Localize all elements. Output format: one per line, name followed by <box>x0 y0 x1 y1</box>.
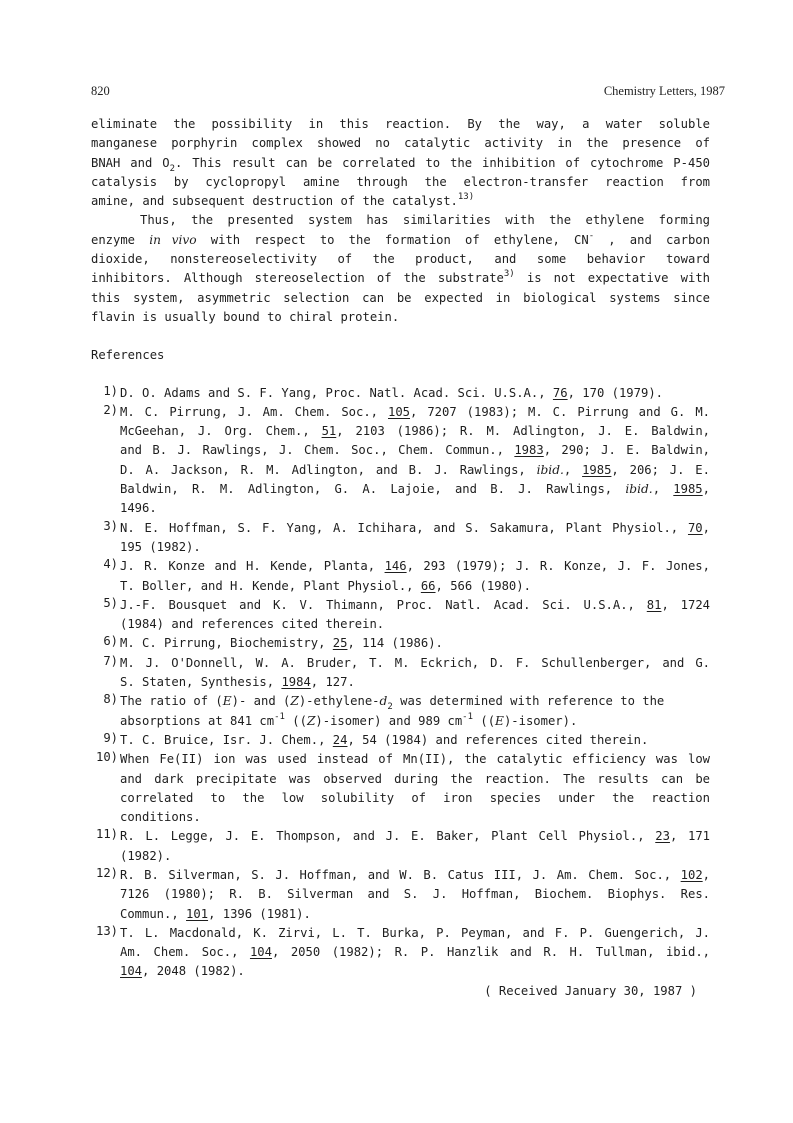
reference-6 <box>91 634 710 653</box>
reference-number: 12) <box>95 865 118 880</box>
reference-number: 6) <box>103 634 118 649</box>
reference-9 <box>91 731 710 750</box>
text-line: manganese porphyrin complex showed no catalytic activity in the presence of <box>91 136 710 151</box>
text-line: Am. Chem. Soc., 104, 2050 (1982); R. P. Hanzlik and R. H. Tullman, ibid., <box>120 945 710 960</box>
reference-8 <box>91 692 710 731</box>
text-line: N. E. Hoffman, S. F. Yang, A. Ichihara, and S. Sakamura, Plant Physiol., 70, <box>120 520 710 535</box>
journal-name: Chemistry Letters, 1987 <box>603 84 725 98</box>
text-line: R. L. Legge, J. E. Thompson, and J. E. Baker, Plant Cell Physiol., 23, 171 <box>120 829 710 844</box>
page-number: 820 <box>91 84 110 98</box>
text-line: When Fe(II) ion was used instead of Mn(II), the catalytic efficiency was low <box>120 752 710 767</box>
text-line: D. O. Adams and S. F. Yang, Proc. Natl. Acad. Sci. U.S.A., 76, 170 (1979). <box>120 385 663 400</box>
paragraph-1 <box>91 115 710 211</box>
reference-5 <box>91 596 710 635</box>
text-line: M. C. Pirrung, Biochemistry, 25, 114 (1986). <box>120 636 443 651</box>
reference-number: 2) <box>103 402 118 417</box>
reference-number: 11) <box>95 827 118 842</box>
text-line: The ratio of (E)- and $(Z)-ethylene-d_2$ was determined with reference to the <box>120 694 665 713</box>
text-line: BNAH and $O_2$. This result can be correlated to the inhibition of cytochrome P-450 <box>91 155 710 174</box>
text-line: Commun., 101, 1396 (1981). <box>120 906 311 921</box>
reference-number: 9) <box>103 730 118 745</box>
reference-number: 3) <box>103 518 118 533</box>
text-line: S. Staten, Synthesis, 1984, 127. <box>120 675 355 690</box>
text-line: 1496. <box>120 501 157 516</box>
reference-number: 13) <box>95 923 118 938</box>
text-line: T. L. Macdonald, K. Zirvi, L. T. Burka, P. Peyman, and F. P. Guengerich, J. <box>120 925 710 940</box>
text-line: dioxide, nonstereoselectivity of the product, and some behavior toward <box>91 252 710 267</box>
text-line: 7126 (1980); R. B. Silverman and S. J. Hoffman, Biochem. Biophys. Res. <box>120 887 710 902</box>
text-line: catalysis by cyclopropyl amine through the electron-transfer reaction from <box>91 174 710 189</box>
received-date: ( Received January 30, 1987 ) <box>484 983 697 998</box>
text-line: D. A. Jackson, R. M. Adlington, and B. J. Rawlings, ibid., 1985, 206; J. E. <box>120 462 710 477</box>
reference-number: 10) <box>95 750 118 765</box>
text-line: and dark precipitate was observed during the reaction. The results can be <box>120 771 710 786</box>
text-line: enzyme in vivo with respect to the formation of ethylene, CN- , and carbon <box>91 230 710 247</box>
reference-11 <box>91 827 710 866</box>
paragraph-2 <box>91 211 710 327</box>
text-line: this system, asymmetric selection can be expected in biological systems since <box>91 290 710 305</box>
text-line: J. R. Konze and H. Kende, Planta, 146, 293 (1979); J. R. Konze, J. F. Jones, <box>120 559 710 574</box>
reference-number: 7) <box>103 653 118 668</box>
text-line: Thus, the presented system has similarities with the ethylene forming <box>140 213 710 228</box>
reference-7 <box>91 654 710 693</box>
text-line: conditions. <box>120 810 201 825</box>
text-line: amine, and subsequent destruction of the catalyst.$^{13)}$ <box>91 192 475 209</box>
references-heading: References <box>91 348 165 363</box>
text-line: J.-F. Bousquet and K. V. Thimann, Proc. Natl. Acad. Sci. U.S.A., 81, 1724 <box>120 597 711 612</box>
reference-number: 1) <box>103 383 118 398</box>
text-line: M. C. Pirrung, J. Am. Chem. Soc., 105, 7207 (1983); M. C. Pirrung and G. M. <box>120 404 710 419</box>
text-line: flavin is usually bound to chiral protein. <box>91 309 400 324</box>
text-line: correlated to the low solubility of iron species under the reaction <box>120 790 710 805</box>
text-line: T. Boller, and H. Kende, Plant Physiol., 66, 566 (1980). <box>120 578 531 593</box>
text-line: absorptions at 841 $cm^{-1}$ ((Z)-isomer) and 989 $cm^{-1}$ ((E)-isomer). <box>120 711 578 728</box>
text-line: inhibitors. Although stereoselection of the substrate$^{3)}$ is not expectative with <box>91 269 710 286</box>
reference-10 <box>91 750 710 827</box>
reference-13 <box>91 924 710 982</box>
reference-3 <box>91 519 710 558</box>
text-line: 195 (1982). <box>120 539 201 554</box>
reference-2 <box>91 403 710 519</box>
text-line: eliminate the possibility in this reaction. By the way, a water soluble <box>91 117 710 131</box>
reference-number: 5) <box>103 595 118 610</box>
text-line: Baldwin, R. M. Adlington, G. A. Lajoie, and B. J. Rawlings, ibid., 1985, <box>120 482 710 497</box>
text-line: R. B. Silverman, S. J. Hoffman, and W. B. Catus III, J. Am. Chem. Soc., 102, <box>120 867 710 882</box>
reference-number: 4) <box>103 557 118 572</box>
text-line: McGeehan, J. Org. Chem., 51, 2103 (1986); R. M. Adlington, J. E. Baldwin, <box>120 424 711 439</box>
reference-number: 8) <box>103 692 118 707</box>
reference-1 <box>91 384 710 403</box>
text-line: and B. J. Rawlings, J. Chem. Soc., Chem. Commun., 1983, 290; J. E. Baldwin, <box>120 443 710 458</box>
reference-4 <box>91 557 710 596</box>
text-line: T. C. Bruice, Isr. J. Chem., 24, 54 (1984) and references cited therein. <box>120 732 649 747</box>
article-body <box>91 115 710 1001</box>
reference-12 <box>91 866 710 924</box>
text-line: (1984) and references cited therein. <box>120 617 385 632</box>
text-line: M. J. O'Donnell, W. A. Bruder, T. M. Eckrich, D. F. Schullenberger, and G. <box>120 655 710 670</box>
text-line: (1982). <box>120 848 172 863</box>
text-line: 104, 2048 (1982). <box>120 964 245 979</box>
references-list <box>91 384 710 982</box>
